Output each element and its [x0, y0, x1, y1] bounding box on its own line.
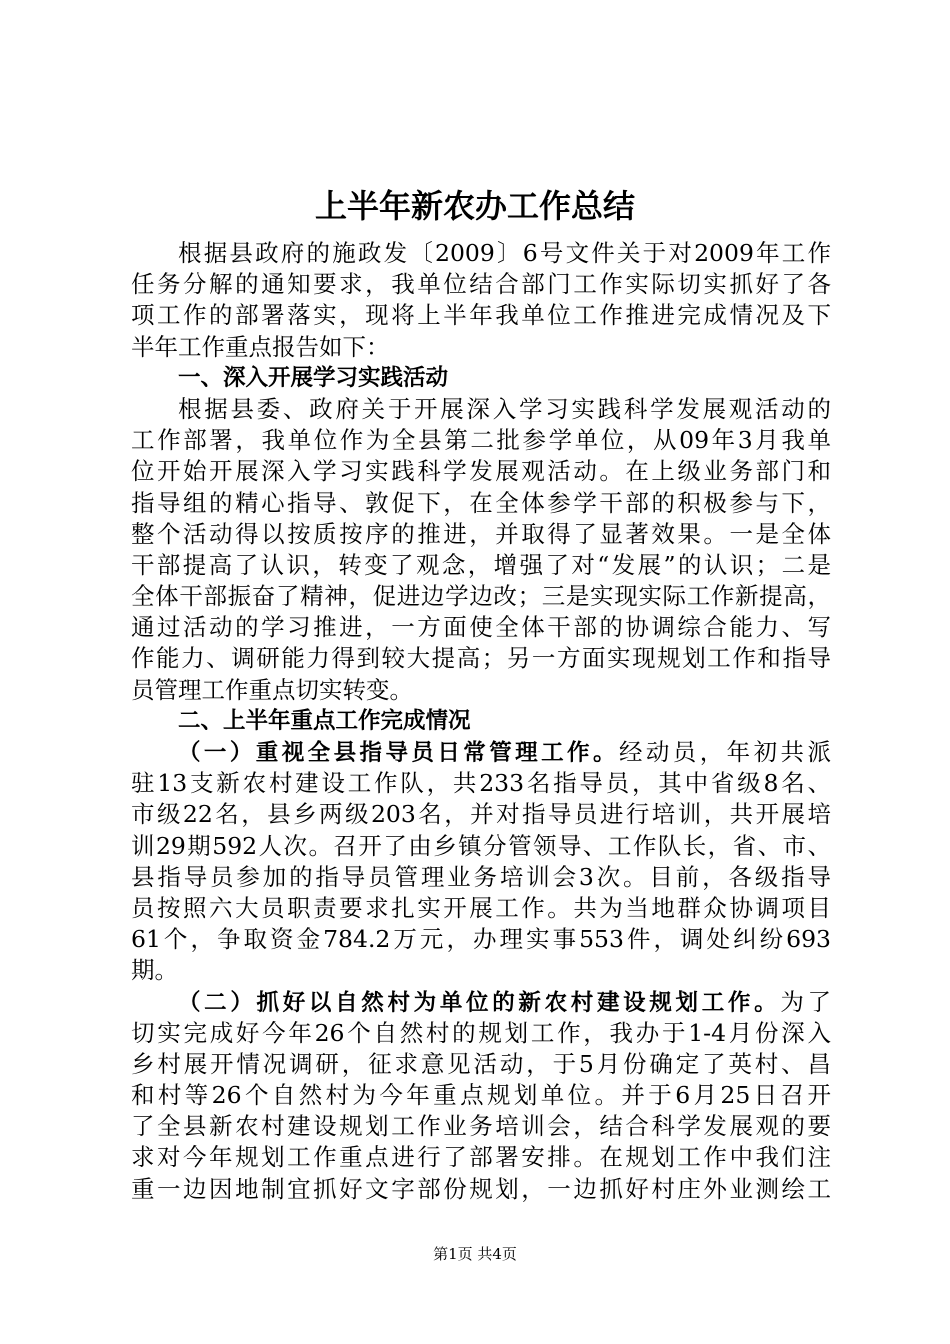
text-run: 经动员，年初共派	[618, 738, 831, 766]
text-line: 员管理工作重点切实转变。	[131, 675, 413, 704]
text-line: 乡村展开情况调研，征求意见活动，于5月份确定了英村、昌	[131, 1049, 831, 1078]
text-line: 训29期592人次。召开了由乡镇分管领导、工作队长，省、市、	[131, 831, 831, 860]
section-heading: 二、上半年重点工作完成情况	[178, 707, 471, 734]
text-line: 切实完成好今年26个自然村的规划工作，我办于1-4月份深入	[131, 1018, 831, 1047]
text-line	[131, 987, 831, 1018]
text-run: 为了	[780, 987, 831, 1016]
subsection-heading: （一）重视全县指导员日常管理工作。	[178, 740, 619, 766]
text-line: 整个活动得以按质按序的推进，并取得了显著效果。一是全体	[131, 519, 831, 548]
text-line: 作能力、调研能力得到较大提高；另一方面实现规划工作和指导	[131, 644, 831, 673]
text-line: 61个，争取资金784.2万元，办理实事553件，调处纠纷693	[131, 925, 831, 954]
text-line: 县指导员参加的指导员管理业务培训会3次。目前，各级指导	[131, 862, 831, 891]
text-line: 项工作的部署落实，现将上半年我单位工作推进完成情况及下	[131, 301, 831, 330]
text-line: 了全县新农村建设规划工作业务培训会，结合科学发展观的要	[131, 1112, 831, 1141]
text-line: 期。	[131, 956, 178, 985]
subsection-heading: （二）抓好以自然村为单位的新农村建设规划工作。	[178, 989, 781, 1016]
text-line	[131, 737, 831, 768]
text-line: 全体干部振奋了精神，促进边学边改；三是实现实际工作新提高，	[131, 582, 831, 611]
text-line: 任务分解的通知要求，我单位结合部门工作实际切实抓好了各	[131, 270, 831, 299]
text-line: 驻13支新农村建设工作队，共233名指导员，其中省级8名、	[131, 769, 831, 798]
text-line: 根据县委、政府关于开展深入学习实践科学发展观活动的	[178, 394, 831, 423]
text-line: 半年工作重点报告如下：	[131, 332, 390, 361]
section-heading: 一、深入开展学习实践活动	[178, 364, 449, 391]
text-line: 通过活动的学习推进，一方面使全体干部的协调综合能力、写	[131, 613, 831, 642]
document-title: 上半年新农办工作总结	[314, 187, 635, 225]
text-line: 工作部署，我单位作为全县第二批参学单位，从09年3月我单	[131, 426, 831, 455]
page-number-footer: 第1页 共4页	[433, 1245, 517, 1263]
text-line: 指导组的精心指导、敦促下，在全体参学干部的积极参与下，	[131, 488, 831, 517]
document-body	[131, 238, 831, 1205]
text-line: 和村等26个自然村为今年重点规划单位。并于6月25日召开	[131, 1081, 831, 1110]
text-line: 位开始开展深入学习实践科学发展观活动。在上级业务部门和	[131, 457, 831, 486]
text-line: 员按照六大员职责要求扎实开展工作。共为当地群众协调项目	[131, 893, 831, 922]
text-line: 市级22名，县乡两级203名，并对指导员进行培训，共开展培	[131, 800, 831, 829]
text-line: 求对今年规划工作重点进行了部署安排。在规划工作中我们注	[131, 1143, 831, 1172]
text-line: 重一边因地制宜抓好文字部份规划，一边抓好村庄外业测绘工	[131, 1174, 831, 1203]
text-line: 根据县政府的施政发〔2009〕6号文件关于对2009年工作	[178, 239, 831, 267]
text-line: 干部提高了认识，转变了观念，增强了对“发展”的认识；二是	[131, 550, 831, 579]
